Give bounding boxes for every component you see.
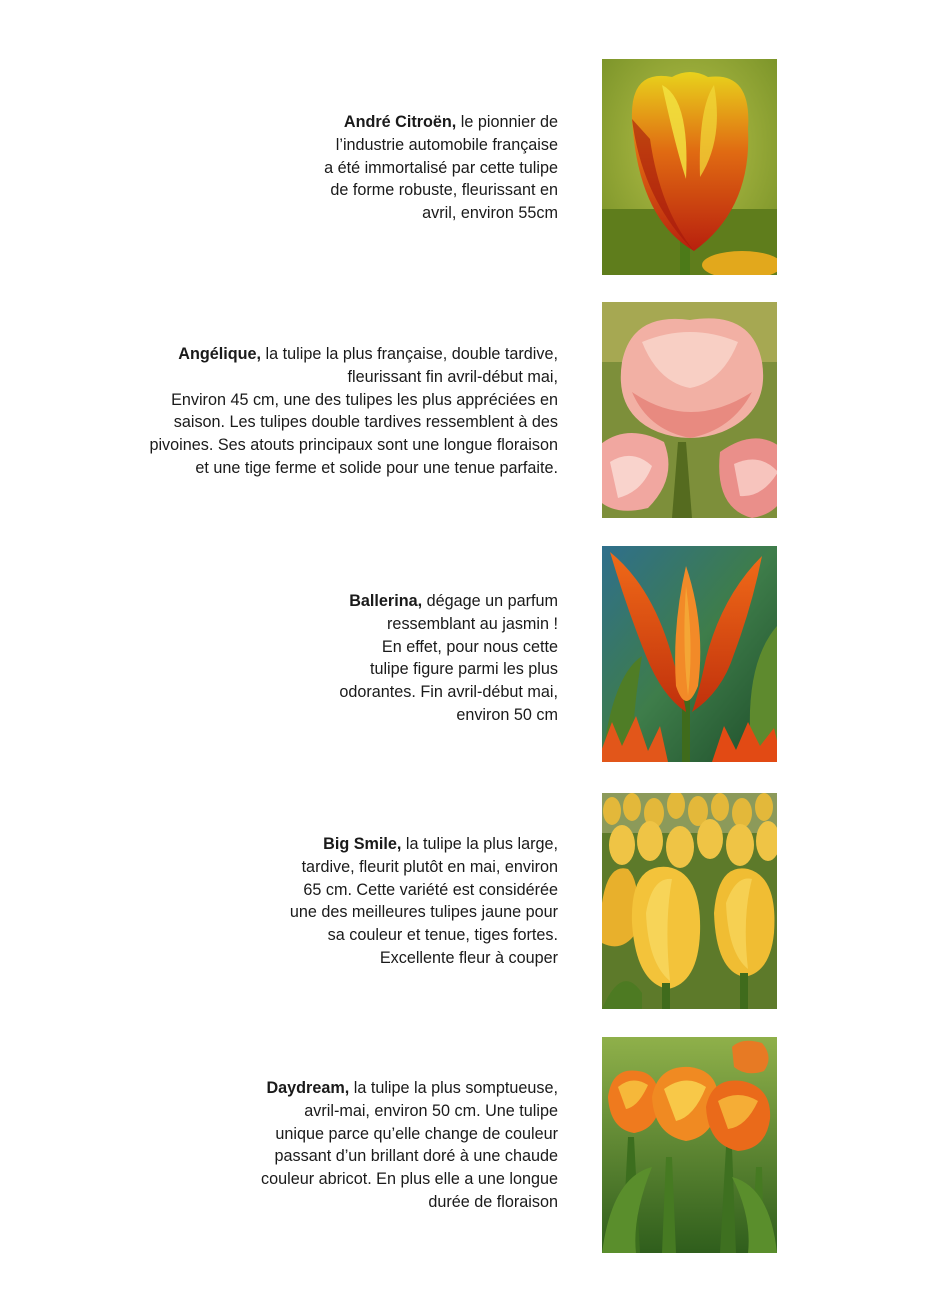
daydream-tulip-photo (602, 1037, 777, 1253)
tulip-description: Daydream, la tulipe la plus somptueuse, avril-mai, environ 50 cm. Une tulipe unique parce qu’elle change de couleur passant d’un brillant doré à une chaude couleur abricot. En plus elle a une longue durée de floraison (261, 1079, 558, 1211)
tulip-description: Big Smile, la tulipe la plus large, tardive, fleurit plutôt en mai, environ 65 cm. Cette variété est considérée une des meilleures tulipes jaune pour sa couleur et tenue, tiges fortes. Excellente fleur à couper (289, 835, 558, 967)
tulip-name: André Citroën, (343, 113, 457, 131)
tulip-name: Ballerina, (349, 592, 423, 610)
tulip-entry-angelique (0, 302, 928, 518)
tulip-description: Ballerina, dégage un parfum ressemblant au jasmin ! En effet, pour nous cette tulipe figure parmi les plus odorantes. Fin avril-début mai, environ 50 cm (339, 592, 558, 724)
andre-citroen-tulip-photo (602, 59, 777, 275)
angelique-tulip-photo (602, 302, 777, 518)
tulip-description: André Citroën, le pionnier de l’industrie automobile française a été immortalisé par cette tulipe de forme robuste, fleurissant en avril, environ 55cm (324, 113, 558, 223)
tulip-name: Angélique, (178, 345, 262, 363)
tulip-entry-daydream (0, 1037, 928, 1253)
ballerina-tulip-photo (602, 546, 777, 762)
tulip-name: Big Smile, (323, 835, 402, 853)
tulip-name: Daydream, (266, 1079, 350, 1097)
tulip-description: Angélique, la tulipe la plus française, double tardive, fleurissant fin avril-début mai, Environ 45 cm, une des tulipes les plus appréciées en saison. Les tulipes double tardives ressemblent à des pivoines. Ses atouts principaux sont une longue floraison et une tige ferme et solide pour une tenue parfaite. (149, 345, 558, 477)
tulip-entry-andre-citroen (0, 59, 928, 275)
tulip-entry-ballerina (0, 546, 928, 762)
big-smile-tulip-photo (602, 793, 777, 1009)
tulip-entry-big-smile (0, 793, 928, 1009)
